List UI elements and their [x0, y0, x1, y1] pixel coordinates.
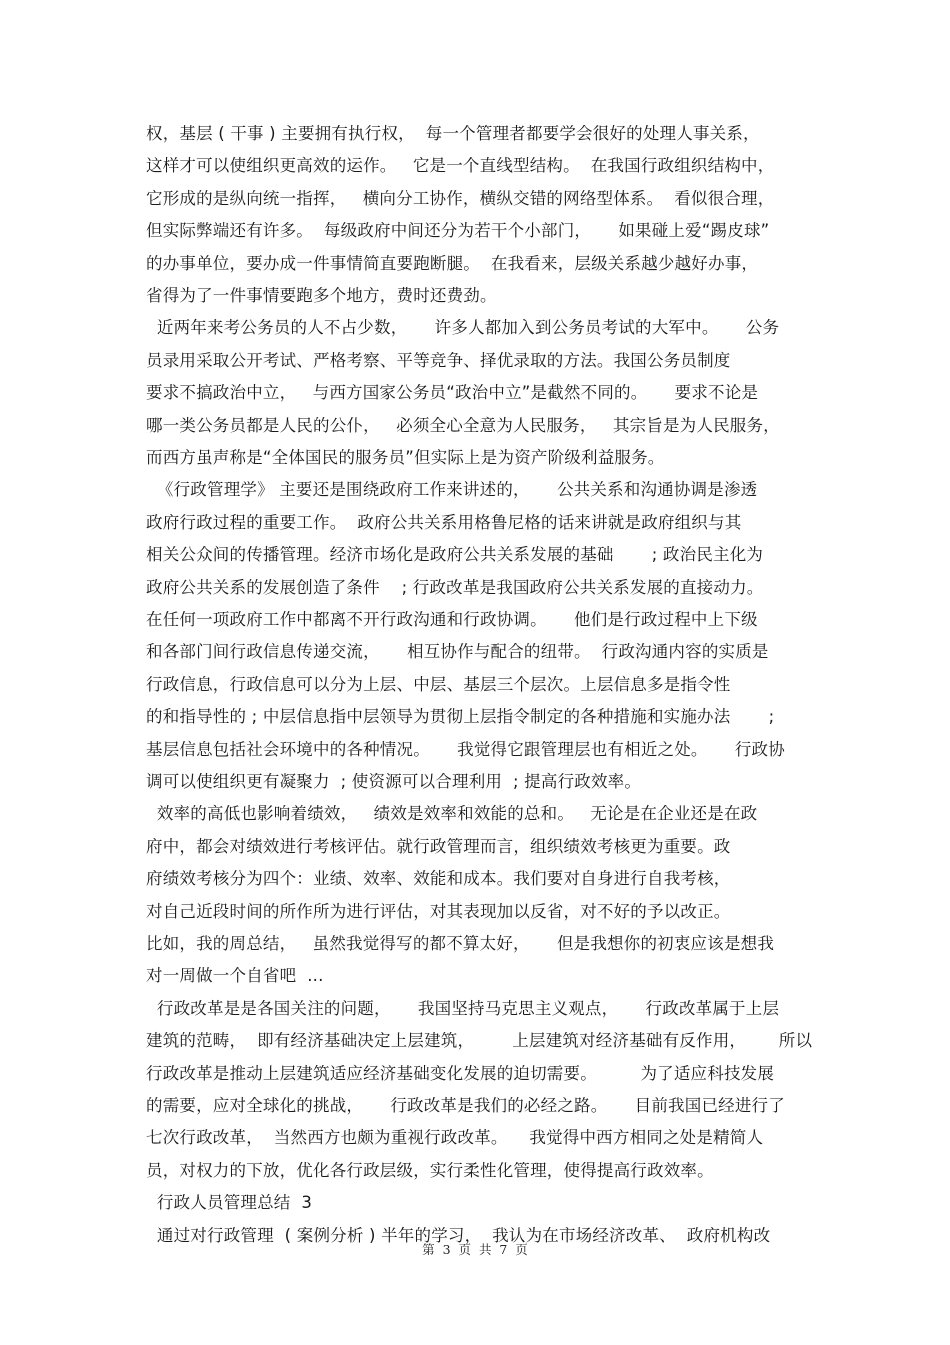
text-line: 权，基层 ( 干事 ) 主要拥有执行权， 每一个管理者都要学会很好的处理人事关系， [146, 124, 760, 143]
text-line: 员，对权力的下放，优化各行政层级，实行柔性化管理，使得提高行政效率。 [146, 1160, 714, 1180]
text-line: 而西方虽声称是“全体国民的服务员”但实际上是为资产阶级利益服务。 [146, 448, 665, 467]
text-line: 七次行政改革， 当然西方也颇为重视行政改革。 我觉得中西方相同之处是精简人 [146, 1128, 764, 1148]
text-line: 府中，都会对绩效进行考核评估。就行政管理而言，组织绩效考核更为重要。政 [146, 836, 731, 856]
text-line: 相关公众间的传播管理。经济市场化是政府公共关系发展的基础 ; 政治民主化为 [146, 545, 764, 565]
text-line: 近两年来考公务员的人不占少数， 许多人都加入到公务员考试的大军中。 公务 [146, 318, 780, 338]
text-line: 调可以使组织更有凝聚力 ; 使资源可以合理利用 ; 提高行政效率。 [146, 772, 642, 791]
text-line: 政府公共关系的发展创造了条件 ; 行政改革是我国政府公共关系发展的直接动力。 [146, 577, 764, 597]
text-line: 建筑的范畴， 即有经济基础决定上层建筑， 上层建筑对经济基础有反作用， 所以 [146, 1031, 813, 1051]
text-line: 通过对行政管理 ( 案例分析 ) 半年的学习， 我认为在市场经济改革、 政府机构改 [146, 1225, 771, 1245]
text-line: 效率的高低也影响着绩效， 绩效是效率和效能的总和。 无论是在企业还是在政 [146, 804, 758, 824]
text-line: 比如，我的周总结， 虽然我觉得写的都不算太好， 但是我想你的初衷应该是想我 [146, 934, 775, 953]
text-line: 府绩效考核分为四个：业绩、效率、效能和成本。我们要对自身进行自我考核， [146, 869, 731, 889]
text-line: 《行政管理学》 主要还是围绕政府工作来讲述的， 公共关系和沟通协调是渗透 [146, 480, 758, 500]
text-line: 员录用采取公开考试、严格考察、平等竞争、择优录取的方法。我国公务员制度 [146, 350, 731, 370]
page-footer: 第 3 页 共 7 页 [422, 1242, 528, 1257]
text-line: 对一周做一个自省吧 ... [146, 966, 324, 986]
text-line: 的办事单位，要办成一件事情简直要跑断腿。 在我看来，层级关系越少越好办事， [146, 253, 759, 273]
text-line: 它形成的是纵向统一指挥， 横向分工协作，横纵交错的网络型体系。 看似很合理， [146, 188, 775, 208]
text-line: 行政改革是是各国关注的问题， 我国坚持马克思主义观点， 行政改革属于上层 [146, 998, 780, 1018]
text-line: 的和指导性的 ; 中层信息指中层领导为贯彻上层指令制定的各种措施和实施办法 ; [146, 707, 775, 727]
text-line: 和各部门间行政信息传递交流， 相互协作与配合的纽带。 行政沟通内容的实质是 [146, 642, 769, 662]
text-line: 基层信息包括社会环境中的各种情况。 我觉得它跟管理层也有相近之处。 行政协 [146, 739, 785, 759]
text-line: 但实际弊端还有许多。 每级政府中间还分为若干个小部门， 如果碰上爱“踢皮球” [146, 221, 770, 241]
text-line: 行政信息，行政信息可以分为上层、中层、基层三个层次。上层信息多是指令性 [146, 674, 731, 694]
text-line: 哪一类公务员都是人民的公仆， 必须全心全意为人民服务， 其宗旨是为人民服务， [146, 415, 780, 435]
text-line: 省得为了一件事情要跑多个地方，费时还费劲。 [146, 286, 497, 305]
text-line: 的需要，应对全球化的挑战， 行政改革是我们的必经之路。 目前我国已经进行了 [146, 1096, 785, 1115]
text-line: 要求不搞政治中立， 与西方国家公务员“政治中立”是截然不同的。 要求不论是 [146, 383, 759, 403]
text-line: 行政改革是推动上层建筑适应经济基础变化发展的迫切需要。 为了适应科技发展 [146, 1063, 775, 1083]
text-line: 对自己近段时间的所作所为进行评估，对其表现加以反省，对不好的予以改正。 [146, 901, 731, 921]
text-line: 这样才可以使组织更高效的运作。 它是一个直线型结构。 在我国行政组织结构中， [146, 156, 775, 176]
text-line: 行政人员管理总结 3 [146, 1193, 313, 1213]
text-line: 在任何一项政府工作中都离不开行政沟通和行政协调。 他们是行政过程中上下级 [146, 610, 758, 629]
text-line: 政府行政过程的重要工作。 政府公共关系用格鲁尼格的话来讲就是政府组织与其 [146, 512, 742, 532]
